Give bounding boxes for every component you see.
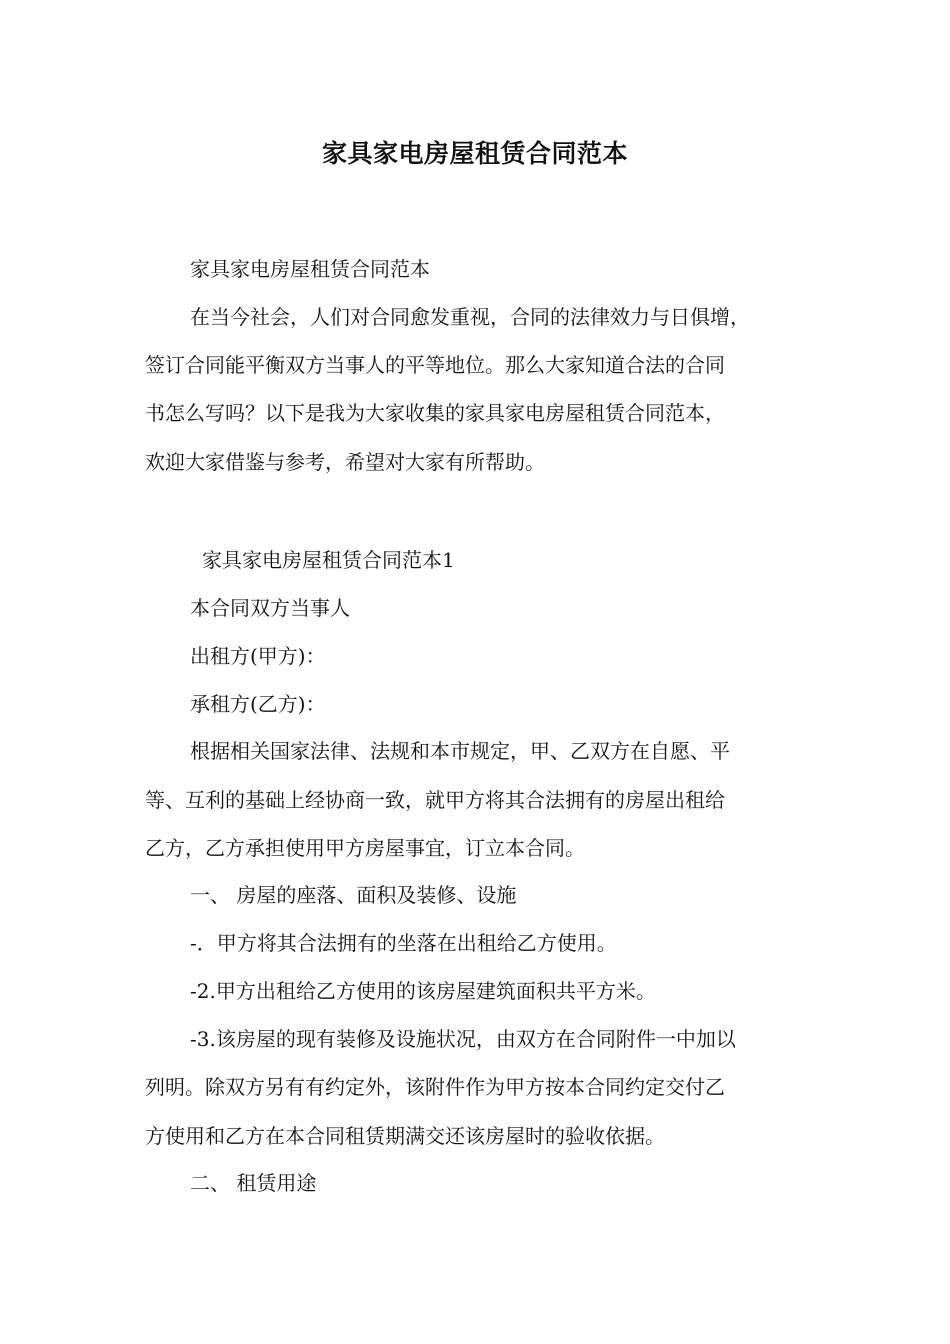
intro-line-4: 欢迎大家借鉴与参考，希望对大家有所帮助。 (145, 450, 545, 474)
subtitle-line: 家具家电房屋租赁合同范本 (190, 257, 430, 281)
basis-line-3: 乙方，乙方承担使用甲方房屋事宜，订立本合同。 (145, 836, 585, 860)
clause-1-heading: 一、 房屋的座落、面积及装修、设施 (190, 883, 517, 907)
document-title: 家具家电房屋租赁合同范本 (321, 139, 628, 168)
lessor-line: 出租方(甲方)： (190, 644, 326, 668)
clause-2-heading: 二、 租赁用途 (190, 1171, 317, 1195)
basis-line-1: 根据相关国家法律、法规和本市规定，甲、乙双方在自愿、平 (190, 739, 730, 763)
clause-1-3-line-3: 方使用和乙方在本合同租赁期满交还该房屋时的验收依据。 (145, 1124, 665, 1148)
parties-line: 本合同双方当事人 (190, 596, 350, 620)
clause-1-3-line-1: -3.该房屋的现有装修及设施状况，由双方在合同附件一中加以 (190, 1027, 736, 1051)
clause-1-2: -2.甲方出租给乙方使用的该房屋建筑面积共平方米。 (190, 979, 656, 1003)
lessee-line: 承租方(乙方)： (190, 692, 326, 716)
intro-line-1: 在当今社会，人们对合同愈发重视，合同的法律效力与日俱增， (190, 305, 750, 329)
basis-line-2: 等、互利的基础上经协商一致，就甲方将其合法拥有的房屋出租给 (145, 788, 725, 812)
intro-line-3: 书怎么写吗？以下是我为大家收集的家具家电房屋租赁合同范本， (145, 401, 725, 425)
clause-1-1: -．甲方将其合法拥有的坐落在出租给乙方使用。 (190, 931, 617, 955)
intro-line-2: 签订合同能平衡双方当事人的平等地位。那么大家知道合法的合同 (145, 353, 725, 377)
section-heading: 家具家电房屋租赁合同范本1 (202, 548, 455, 572)
clause-1-3-line-2: 列明。除双方另有有约定外，该附件作为甲方按本合同约定交付乙 (145, 1075, 725, 1099)
